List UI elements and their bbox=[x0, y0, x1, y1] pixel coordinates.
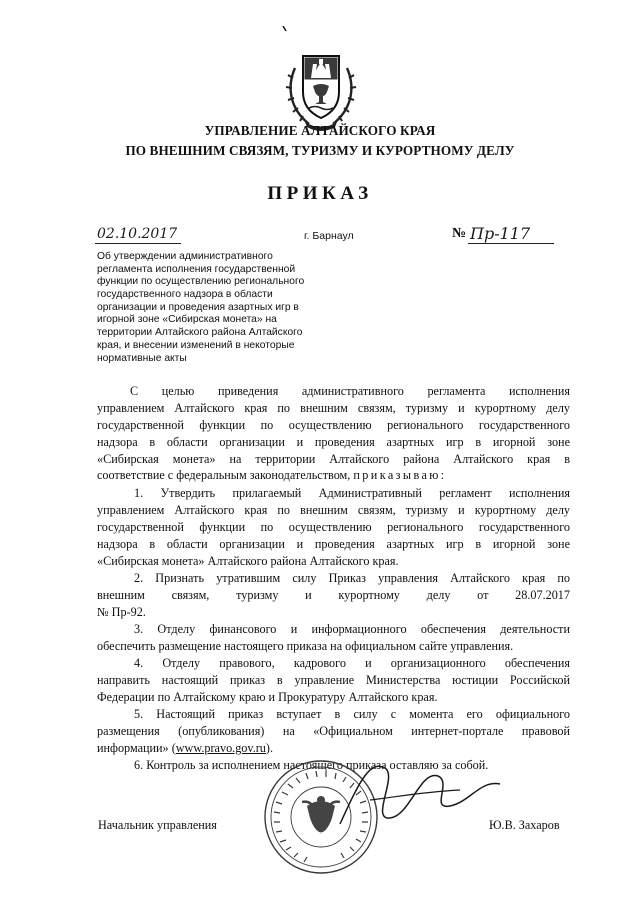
item-line: 2. Признать утратившим силу Приказ управления Алтайского края по bbox=[134, 571, 570, 585]
subject-line: Об утверждении административного bbox=[97, 251, 273, 262]
number-prefix: № bbox=[452, 226, 467, 241]
organization-name-line1: УПРАВЛЕНИЕ АЛТАЙСКОГО КРАЯ bbox=[204, 123, 436, 138]
preamble-line: управлением Алтайского края по внешним связям, туризму и курортному делу bbox=[97, 400, 570, 415]
item-line: 6. Контроль за исполнением настоящего приказа оставляю за собой. bbox=[134, 758, 489, 772]
item-line: надзора в области организации и проведения азартных игр в игорной зоне bbox=[97, 536, 570, 551]
preamble-paragraph bbox=[97, 383, 570, 484]
order-item-2 bbox=[97, 570, 570, 621]
order-word: приказываю: bbox=[353, 468, 447, 483]
item-line: 5. Настоящий приказ вступает в силу с момента его официального bbox=[134, 707, 570, 721]
document-subject bbox=[97, 251, 339, 365]
preamble-line: «Сибирская монета» на территории Алтайского района Алтайского края в bbox=[97, 451, 570, 466]
subject-line: игорной зоне «Сибирская монета» на bbox=[97, 314, 277, 326]
document-date: 02.10.2017 bbox=[97, 226, 178, 242]
preamble-line: государственной функции по осуществлению регионального государственного bbox=[97, 417, 570, 432]
scan-mark-icon bbox=[282, 26, 288, 32]
date-underline bbox=[95, 243, 181, 244]
handwritten-signature-icon bbox=[330, 740, 550, 850]
order-item-4 bbox=[97, 655, 570, 706]
subject-line: края, и внесении изменений в некоторые bbox=[97, 339, 295, 351]
item-line: направить настоящий приказ в управление Министерства юстиции Российской bbox=[97, 672, 570, 687]
document-city: г. Барнаул bbox=[304, 230, 354, 242]
order-item-1 bbox=[97, 485, 570, 569]
subject-line: государственного надзора в области bbox=[97, 289, 273, 301]
item-line: внешним связям, туризму и курортному делу от 28.07.2017 bbox=[97, 587, 570, 602]
item-line: размещения (опубликования) на «Официальном интернет-портале правовой bbox=[97, 723, 570, 738]
altai-krai-coat-of-arms-icon bbox=[285, 48, 357, 132]
number-underline bbox=[468, 243, 554, 244]
item-line: «Сибирская монета» Алтайского района Алтайского края. bbox=[97, 553, 399, 568]
order-item-3 bbox=[97, 621, 570, 655]
preamble-line: С целью приведения административного регламента исполнения bbox=[130, 384, 570, 398]
document-type-title: ПРИКАЗ bbox=[267, 183, 373, 204]
item-line: управлением Алтайского края по внешним связям, туризму и курортному делу bbox=[97, 502, 570, 517]
item-line: 4. Отделу правового, кадрового и организационного обеспечения bbox=[134, 656, 570, 670]
preamble-line: надзора в области организации и проведения азартных игр в игорной зоне bbox=[97, 434, 570, 449]
document-number: Пр-117 bbox=[470, 224, 531, 243]
preamble-last-line bbox=[97, 467, 570, 484]
subject-line: организации и проведения азартных игр в bbox=[97, 301, 299, 313]
subject-line: регламента исполнения государственной bbox=[97, 263, 296, 275]
signatory-name: Ю.В. Захаров bbox=[489, 818, 560, 832]
item-line: № Пр-92. bbox=[97, 604, 146, 619]
pravo-gov-link[interactable]: www.pravo.gov.ru bbox=[175, 740, 266, 755]
item-line: обеспечить размещение настоящего приказа на официальном сайте управления. bbox=[97, 638, 514, 653]
signatory-role: Начальник управления bbox=[98, 818, 217, 832]
organization-name-line2: ПО ВНЕШНИМ СВЯЗЯМ, ТУРИЗМУ И КУРОРТНОМУ ДЕЛУ bbox=[125, 143, 515, 158]
item-line-prefix: информации» ( bbox=[97, 740, 176, 755]
item-line: государственной функции по осуществлению регионального государственного bbox=[97, 519, 570, 534]
item-line: 3. Отделу финансового и информационного обеспечения деятельности bbox=[134, 622, 570, 636]
subject-line: территории Алтайского района Алтайского bbox=[97, 327, 303, 339]
item-line: 1. Утвердить прилагаемый Административный регламент исполнения bbox=[134, 486, 570, 500]
subject-line: нормативные акты bbox=[97, 352, 187, 364]
item-line-suffix: ). bbox=[265, 740, 274, 755]
subject-line: функции по осуществлению регионального bbox=[97, 276, 305, 288]
preamble-line: соответствие с федеральным законодательством, bbox=[97, 468, 351, 483]
item-line: Федерации по Алтайскому краю и Прокуратуру Алтайского края. bbox=[97, 689, 438, 704]
